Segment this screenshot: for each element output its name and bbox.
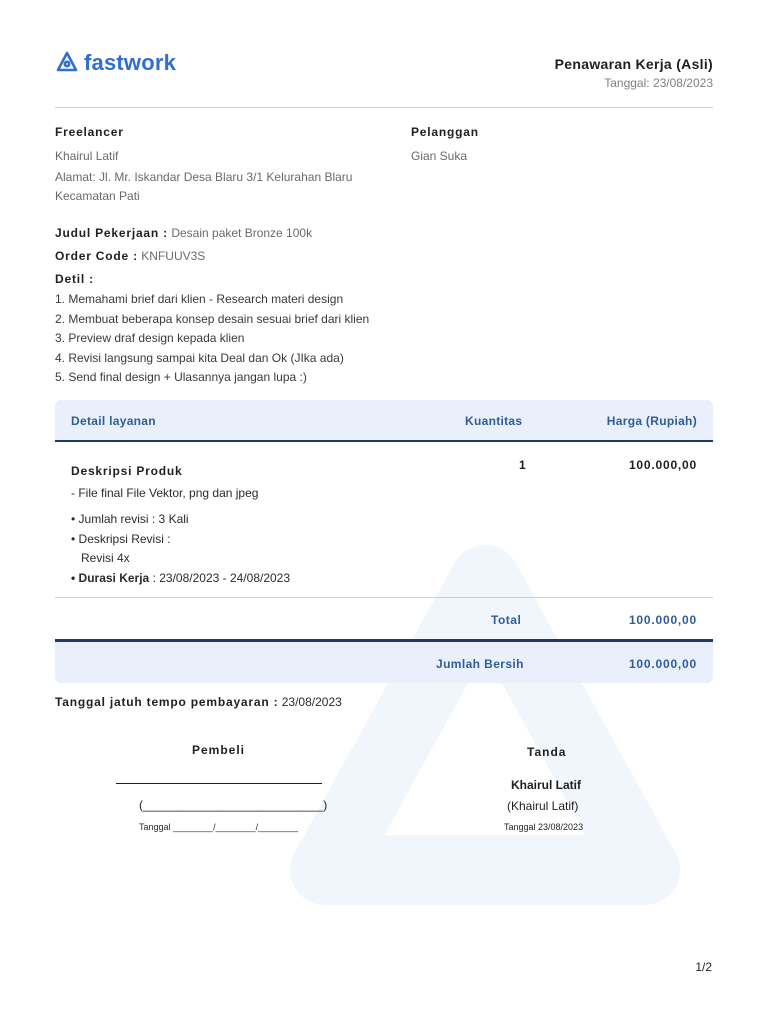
column-header-detail: Detail layanan	[71, 414, 156, 428]
seller-signature-title: Tanda	[527, 745, 567, 759]
revision-desc-label: • Deskripsi Revisi :	[71, 531, 171, 546]
customer-label: Pelanggan	[411, 125, 479, 139]
freelancer-address: Alamat: Jl. Mr. Iskandar Desa Blaru 3/1 Kelurahan Blaru Kecamatan Pati	[55, 170, 353, 203]
buyer-date-placeholder: Tanggal ________/________/________	[139, 822, 299, 832]
document-title: Penawaran Kerja (Asli)	[554, 56, 713, 72]
due-date-value: 23/08/2023	[281, 695, 342, 709]
freelancer-label: Freelancer	[55, 125, 124, 139]
order-code-label: Order Code :	[55, 249, 138, 263]
duration-label: • Durasi Kerja	[71, 570, 150, 585]
duration-value: : 23/08/2023 - 24/08/2023	[149, 570, 291, 585]
page-number: 1/2	[695, 960, 712, 974]
total-value: 100.000,00	[628, 613, 697, 627]
buyer-name-placeholder: (___________________________)	[139, 798, 328, 812]
customer-name: Gian Suka	[411, 149, 468, 163]
seller-date: Tanggal 23/08/2023	[504, 822, 584, 832]
column-header-price: Harga (Rupiah)	[606, 414, 697, 428]
order-code-row	[55, 249, 205, 263]
job-title-row	[55, 226, 312, 240]
buyer-signature-title: Pembeli	[192, 743, 246, 757]
job-title-value: Desain paket Bronze 100k	[171, 226, 313, 240]
fastwork-logo-icon	[54, 50, 80, 76]
service-table-header	[55, 400, 713, 442]
net-total-box	[55, 639, 713, 683]
document-date: Tanggal: 23/08/2023	[604, 76, 713, 90]
due-date-row	[55, 695, 342, 709]
list-item: 2. Membuat beberapa konsep desain sesuai brief dari klien	[55, 311, 370, 326]
list-item: 1. Memahami brief dari klien - Research materi design	[55, 292, 344, 306]
freelancer-name: Khairul Latif	[55, 149, 119, 163]
net-total-value: 100.000,00	[628, 657, 697, 671]
buyer-signature-line	[116, 783, 322, 784]
product-title: Deskripsi Produk	[71, 464, 183, 478]
brand-name: fastwork	[84, 50, 177, 75]
divider	[55, 107, 713, 108]
detail-list	[55, 290, 369, 388]
list-item: 5. Send final design + Ulasannya jangan lupa :)	[55, 370, 307, 384]
revision-count: • Jumlah revisi : 3 Kali	[71, 512, 189, 526]
column-header-quantity: Kuantitas	[465, 414, 523, 428]
product-price: 100.000,00	[628, 458, 697, 472]
seller-name-parenthesized: (Khairul Latif)	[507, 799, 579, 813]
list-item: 4. Revisi langsung sampai kita Deal dan Ok (JIka ada)	[55, 350, 344, 365]
fastwork-logo	[54, 50, 176, 76]
total-label: Total	[491, 613, 522, 627]
net-total-label: Jumlah Bersih	[436, 657, 524, 671]
revision-desc-value: Revisi 4x	[81, 551, 130, 565]
product-quantity: 1	[519, 458, 526, 472]
list-item: 3. Preview draf design kepada klien	[55, 331, 245, 345]
job-title-label: Judul Pekerjaan :	[55, 226, 168, 240]
detail-label: Detil :	[55, 272, 94, 286]
duration-row	[71, 569, 290, 589]
order-code-value: KNFUUV3S	[141, 249, 206, 263]
divider	[55, 597, 713, 598]
seller-name: Khairul Latif	[511, 778, 582, 792]
fastwork-watermark-icon	[250, 540, 720, 960]
product-details	[71, 510, 290, 588]
product-subtitle: - File final File Vektor, png dan jpeg	[71, 486, 259, 500]
due-date-label: Tanggal jatuh tempo pembayaran :	[55, 695, 279, 709]
